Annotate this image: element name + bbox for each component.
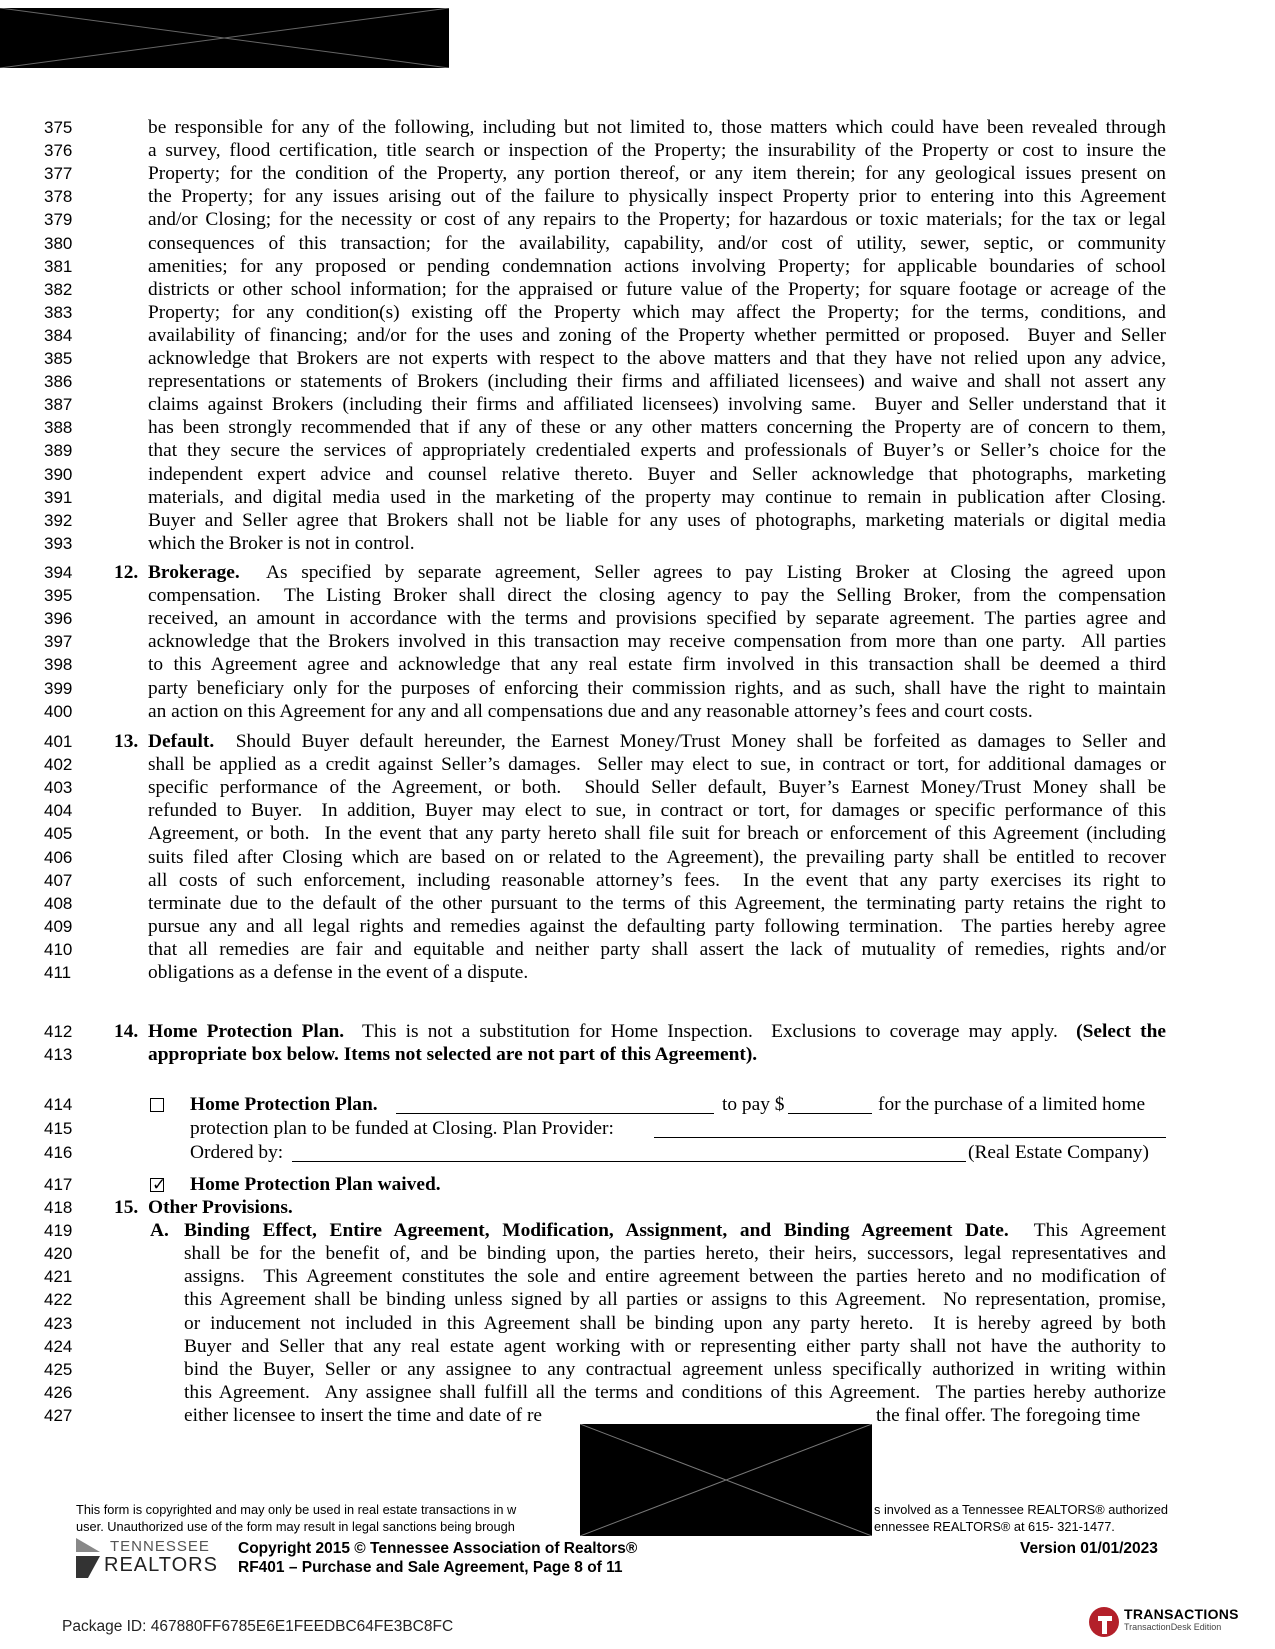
body-text: Property; for the condition of the Property, any portion thereof, or any item therein; for any geological issues present on [148, 163, 1166, 185]
body-text: Should Buyer default hereunder, the Earnest Money/Trust Money shall be forfeited as damages to Seller and [214, 731, 1166, 752]
line-text [148, 301, 1166, 325]
line-number: 393 [44, 533, 73, 553]
line-423 [0, 1312, 1275, 1336]
body-text: compensation. The Listing Broker shall direct the closing agency to pay the Selling Broker, from the compensation [148, 585, 1166, 607]
line-407 [0, 869, 1275, 893]
line-number: 389 [44, 441, 73, 461]
line-number: 400 [44, 701, 73, 721]
line-421 [0, 1265, 1275, 1289]
purchase-text: for the purchase of a limited home [878, 1094, 1146, 1115]
line-404 [0, 799, 1275, 823]
body-text: an action on this Agreement for any and all compensations due and any reasonable attorney’s fees and court costs. [148, 700, 1033, 722]
line-number: 409 [44, 916, 73, 936]
line-number: 407 [44, 870, 73, 890]
line-text [148, 1196, 1166, 1220]
line-number: 396 [44, 609, 73, 629]
line-number: 404 [44, 801, 73, 821]
line-397 [0, 630, 1275, 654]
body-text: acknowledge that Brokers are not experts with respect to the above matters and that they have not relied upon any advice, [148, 348, 1166, 369]
body-text: bind the Buyer, Seller or any assignee to any contractual agreement unless specifically authorized in writing within [184, 1358, 1166, 1380]
line-390 [0, 463, 1275, 487]
line-number: 401 [44, 732, 73, 751]
notice-text: user. Unauthorized use of the form may result in legal sanctions being brough [76, 1519, 515, 1534]
logo-top-text: TENNESSEE [110, 1538, 210, 1555]
line-415 [0, 1117, 1275, 1141]
line-text [148, 486, 1166, 510]
line-number: 378 [44, 187, 73, 207]
line-text [184, 1219, 1166, 1243]
line-text [148, 892, 1166, 916]
line-number: 415 [44, 1119, 73, 1138]
body-text: materials, and digital media used in the marketing of the property may continue to remain in publication after Closing. [148, 486, 1166, 508]
line-text [148, 463, 1166, 487]
transactions-logo-icon [1088, 1606, 1120, 1638]
line-number: 411 [44, 963, 72, 982]
line-387 [0, 393, 1275, 417]
body-text: refunded to Buyer. In addition, Buyer may elect to sue, in contract or tort, for damages or specific performance of this [148, 800, 1166, 822]
body-text: suits filed after Closing which are based on or related to the Agreement), the prevailing party shall be entitled to recover [148, 846, 1166, 868]
line-text [148, 370, 1166, 394]
section-heading: Binding Effect, Entire Agreement, Modification, Assignment, and Binding Agreement Date. [184, 1220, 1009, 1242]
plan-provider-field[interactable] [654, 1118, 1166, 1138]
line-402 [0, 753, 1275, 777]
body-text: This Agreement [1008, 1220, 1166, 1242]
line-409 [0, 915, 1275, 939]
body-text: that all remedies are fair and equitable and neither party shall assert the lack of mutuality of remedies, rights and/or [148, 938, 1166, 960]
line-text [184, 1242, 1166, 1266]
line-394 [0, 561, 1275, 585]
section-number: 14. [114, 1021, 139, 1042]
section-heading: Other Provisions. [148, 1197, 293, 1218]
copyright-line: Copyright 2015 © Tennessee Association of Realtors® [238, 1540, 638, 1557]
body-text: claims against Brokers (including their firms and affiliated licensees) involving same. Buyer and Seller understand that it [148, 394, 1166, 416]
line-378 [0, 185, 1275, 209]
body-text: This is not a substitution for Home Inspection. Exclusions to coverage may apply. [344, 1021, 1077, 1042]
body-text: Agreement, or both. In the event that any party hereto shall file suit for breach or enforcement of this Agreement (including [148, 823, 1166, 845]
body-text: acknowledge that the Brokers involved in this transaction may receive compensation from more than one party. All parties [148, 631, 1166, 653]
line-386 [0, 370, 1275, 394]
line-number: 405 [44, 824, 73, 844]
body-text: availability of financing; and/or for the uses and zoning of the Property whether permitted or proposed. Buyer and Seller [148, 324, 1166, 346]
line-number: 381 [44, 256, 73, 276]
line-number: 426 [44, 1382, 73, 1402]
section-number: 13. [114, 731, 139, 752]
body-text: to this Agreement agree and acknowledge that any real estate firm involved in this transaction shall be deemed a third [148, 654, 1166, 676]
tennessee-realtors-logo [74, 1536, 218, 1582]
line-412 [0, 1020, 1275, 1044]
waived-checkbox[interactable] [150, 1175, 167, 1195]
line-number: 395 [44, 586, 73, 606]
body-text: pursue any and all legal rights and remedies against the defaulting party following termination. The parties hereby agree [148, 915, 1166, 937]
body-text: obligations as a defense in the event of a dispute. [148, 962, 529, 983]
line-380 [0, 232, 1275, 256]
line-375 [0, 116, 1275, 140]
line-406 [0, 846, 1275, 870]
body-text: all costs of such enforcement, including reasonable attorney’s fees. In the event that any party exercises its right to [148, 869, 1166, 891]
line-number: 383 [44, 302, 73, 322]
body-text: be responsible for any of the following, including but not limited to, those matters which could have been revealed through [148, 117, 1166, 138]
home-protection-plan-checkbox[interactable] [150, 1098, 164, 1112]
line-number: 392 [44, 510, 73, 530]
line-413 [0, 1043, 1275, 1067]
body-text: this Agreement. Any assignee shall fulfill all the terms and conditions of this Agreement. The parties hereby authorize [184, 1381, 1166, 1403]
line-number: 386 [44, 372, 73, 392]
line-text [148, 232, 1166, 256]
logo-bottom-text: REALTORS [104, 1554, 218, 1576]
line-text [148, 255, 1166, 279]
bold-text: (Select the [1076, 1021, 1166, 1042]
line-401 [0, 730, 1275, 754]
bold-text: appropriate box below. Items not selected are not part of this Agreement). [148, 1044, 758, 1066]
line-391 [0, 486, 1275, 510]
line-text [148, 607, 1166, 631]
line-393 [0, 532, 1275, 556]
line-392 [0, 509, 1275, 533]
line-414 [0, 1093, 1275, 1117]
line-text [184, 1358, 1166, 1382]
subsection-letter: A. [150, 1220, 169, 1242]
line-number: 375 [44, 118, 73, 137]
line-379 [0, 208, 1275, 232]
line-text [184, 1404, 580, 1428]
body-text: assigns. This Agreement constitutes the sole and entire agreement between the parties hereto and no modification of [184, 1266, 1166, 1288]
line-text [148, 730, 1166, 754]
body-text: terminate due to the default of the other pursuant to the terms of this Agreement, the terminating party retains the right to [148, 892, 1166, 914]
line-399 [0, 677, 1275, 701]
body-text: consequences of this transaction; for the availability, capability, and/or cost of utility, sewer, septic, or community [148, 232, 1166, 254]
line-376 [0, 139, 1275, 163]
line-text [148, 439, 1166, 463]
line-text [148, 185, 1166, 209]
line-408 [0, 892, 1275, 916]
line-410 [0, 938, 1275, 962]
line-377 [0, 162, 1275, 186]
line-text [148, 584, 1166, 608]
line-text [148, 1020, 1166, 1044]
line-number: 394 [44, 563, 73, 582]
line-text [148, 561, 1166, 585]
body-text: amenities; for any proposed or pending condemnation actions involving Property; for applicable boundaries of school [148, 255, 1166, 277]
line-number: 406 [44, 847, 73, 867]
line-number: 408 [44, 893, 73, 913]
line-395 [0, 584, 1275, 608]
transactions-title: TRANSACTIONS [1124, 1606, 1239, 1622]
line-number: 384 [44, 325, 73, 345]
line-420 [0, 1242, 1275, 1266]
line-text [148, 532, 1166, 556]
body-text: which the Broker is not in control. [148, 532, 415, 554]
body-text: independent expert advice and counsel relative thereto. Buyer and Seller acknowledge that photographs, marketing [148, 463, 1166, 485]
copyright-notice-line-2b [874, 1519, 1115, 1535]
line-text [148, 1043, 1166, 1067]
line-number: 397 [44, 632, 73, 652]
line-text [148, 677, 1166, 701]
line-text [148, 799, 1166, 823]
line-text [148, 700, 1166, 724]
line-number: 420 [44, 1244, 73, 1264]
line-text [148, 753, 1166, 777]
body-text: this Agreement shall be binding unless signed by all parties or assigns to this Agreement. No representation, promise, [184, 1289, 1166, 1311]
line-text [148, 208, 1166, 232]
redaction-box-bottom [580, 1424, 872, 1536]
line-text [148, 915, 1166, 939]
line-405 [0, 822, 1275, 846]
line-417 [0, 1173, 1275, 1197]
transactions-subtitle: TransactionDesk Edition [1124, 1622, 1222, 1632]
line-number: 412 [44, 1022, 73, 1041]
line-number: 419 [44, 1221, 73, 1241]
line-text [148, 846, 1166, 870]
line-text [148, 961, 1166, 985]
plan-name-field[interactable] [396, 1094, 714, 1114]
line-384 [0, 324, 1275, 348]
line-number: 423 [44, 1313, 73, 1333]
section-number: 15. [114, 1197, 139, 1218]
line-text [184, 1288, 1166, 1312]
line-number: 376 [44, 141, 73, 161]
form-name-line: RF401 – Purchase and Sale Agreement, Page 8 of 11 [238, 1559, 623, 1576]
line-number: 410 [44, 939, 73, 959]
line-381 [0, 255, 1275, 279]
line-418 [0, 1196, 1275, 1220]
line-text [148, 324, 1166, 348]
copyright-notice-line-2 [76, 1519, 515, 1535]
line-400 [0, 700, 1275, 724]
line-text [184, 1265, 1166, 1289]
line-number: 418 [44, 1198, 73, 1217]
ordered-by-field[interactable] [292, 1142, 966, 1162]
line-number: 380 [44, 233, 73, 253]
line-text [148, 278, 1166, 302]
body-text: either licensee to insert the time and date of re [184, 1404, 543, 1426]
version-label: Version 01/01/2023 [1020, 1540, 1158, 1557]
line-text [184, 1312, 1166, 1336]
body-text: or inducement not included in this Agreement shall be binding upon any party hereto. It is hereby agreed by both [184, 1312, 1166, 1334]
notice-text: s involved as a Tennessee REALTORS® authorized [874, 1502, 1168, 1517]
line-416 [0, 1141, 1275, 1165]
line-number: 422 [44, 1290, 73, 1310]
waived-label: Home Protection Plan waived. [190, 1174, 441, 1195]
line-382 [0, 278, 1275, 302]
line-number: 377 [44, 164, 73, 184]
line-number: 388 [44, 418, 73, 438]
line-text [148, 869, 1166, 893]
body-text: that they secure the services of appropriately credentialed experts and professionals of Buyer’s or Seller’s choice for the [148, 440, 1166, 462]
body-text: shall be for the benefit of, and be binding upon, the parties hereto, their heirs, successors, legal representatives and [184, 1243, 1166, 1265]
line-403 [0, 776, 1275, 800]
body-text: As specified by separate agreement, Seller agrees to pay Listing Broker at Closing the agreed upon [239, 562, 1166, 583]
line-396 [0, 607, 1275, 631]
section-heading: Home Protection Plan. [148, 1021, 345, 1042]
body-text: received, an amount in accordance with the terms and provisions specified by separate agreement. The parties agree and [148, 608, 1166, 630]
body-text: specific performance of the Agreement, or both. Should Seller default, Buyer’s Earnest Money/Trust Money shall be [148, 777, 1166, 799]
body-text: party beneficiary only for the purposes of enforcing their commission rights, and as such, shall have the right to maintain [148, 677, 1166, 699]
line-text [148, 393, 1166, 417]
line-389 [0, 439, 1275, 463]
line-424 [0, 1335, 1275, 1359]
line-398 [0, 653, 1275, 677]
ordered-by-label: Ordered by: [190, 1142, 284, 1163]
body-text: and/or Closing; for the necessity or cost of any repairs to the Property; for hazardous or toxic materials; for the tax or legal [148, 209, 1166, 231]
body-text: Property; for any condition(s) existing off the Property which may affect the Property; for the terms, conditions, and [148, 301, 1166, 323]
line-number: 387 [44, 395, 73, 415]
line-number: 424 [44, 1336, 73, 1356]
section-number: 12. [114, 562, 139, 583]
real-estate-company-label: (Real Estate Company) [968, 1142, 1149, 1163]
line-text [148, 347, 1166, 371]
body-text: Buyer and Seller agree that Brokers shall not be liable for any uses of photographs, marketing materials or digital media [148, 509, 1166, 531]
line-419 [0, 1219, 1275, 1243]
copyright-notice-line-1 [76, 1502, 516, 1518]
package-id: Package ID: 467880FF6785E6E1FEEDBC64FE3BC8FC [62, 1618, 454, 1635]
body-text: the Property; for any issues arising out of the failure to physically inspect Property prior to entering into this Agreement [148, 186, 1166, 208]
section-heading: Brokerage. [148, 562, 240, 583]
line-number: 427 [44, 1405, 73, 1425]
notice-text: This form is copyrighted and may only be used in real estate transactions in w [76, 1502, 517, 1517]
to-pay-label: to pay $ [722, 1094, 785, 1115]
line-385 [0, 347, 1275, 371]
line-text [148, 416, 1166, 440]
line-number: 416 [44, 1143, 73, 1162]
checkmark-icon: ✓ [152, 1175, 167, 1195]
redaction-box-top [0, 8, 449, 68]
body-text: districts or other school information; for the appraised or future value of the Property; for square footage or acreage of the [148, 278, 1166, 300]
line-text [148, 630, 1166, 654]
line-number: 398 [44, 655, 73, 675]
line-number: 403 [44, 778, 73, 798]
line-text [148, 653, 1166, 677]
body-text: Buyer and Seller that any real estate agent working with or representing either party shall not have the authority to [184, 1335, 1166, 1357]
line-425 [0, 1358, 1275, 1382]
line-text [148, 509, 1166, 533]
line-426 [0, 1381, 1275, 1405]
line-text-after-redaction: the final offer. The foregoing time [876, 1404, 1141, 1426]
body-text: shall be applied as a credit against Seller’s damages. Seller may elect to sue, in contract or tort, for additional damages or [148, 754, 1166, 776]
realtors-logo-icon [74, 1536, 104, 1580]
line-383 [0, 301, 1275, 325]
line-number: 399 [44, 678, 73, 698]
line-number: 391 [44, 487, 73, 507]
line-number: 379 [44, 210, 73, 230]
line-text [148, 776, 1166, 800]
copyright-notice-line-1b [874, 1502, 1168, 1518]
line-text [148, 162, 1166, 186]
funded-text: protection plan to be funded at Closing. Plan Provider: [190, 1118, 614, 1139]
line-text [148, 139, 1166, 163]
line-text [148, 822, 1166, 846]
body-text: has been strongly recommended that if any of these or any other matters concerning the Property are of concern to them, [148, 417, 1166, 439]
notice-text: ennessee REALTORS® at 615- 321-1477. [874, 1519, 1115, 1534]
section-heading: Default. [148, 731, 215, 752]
line-422 [0, 1288, 1275, 1312]
line-number: 417 [44, 1175, 73, 1194]
line-text [148, 116, 1166, 140]
line-text [184, 1381, 1166, 1405]
line-number: 425 [44, 1359, 73, 1379]
home-protection-plan-label: Home Protection Plan. [190, 1094, 378, 1115]
line-number: 382 [44, 279, 73, 299]
amount-field[interactable] [788, 1094, 872, 1114]
line-411 [0, 961, 1275, 985]
line-text [184, 1335, 1166, 1359]
line-number: 385 [44, 349, 73, 368]
line-number: 402 [44, 755, 73, 775]
line-number: 414 [44, 1095, 73, 1114]
line-number: 390 [44, 464, 73, 484]
line-text [148, 938, 1166, 962]
line-number: 421 [44, 1267, 73, 1287]
line-number: 413 [44, 1045, 73, 1065]
line-388 [0, 416, 1275, 440]
body-text: representations or statements of Brokers (including their firms and affiliated licensees) and waive and shall not assert any [148, 371, 1166, 393]
body-text: a survey, flood certification, title search or inspection of the Property; the insurability of the Property or cost to insure the [148, 140, 1166, 162]
